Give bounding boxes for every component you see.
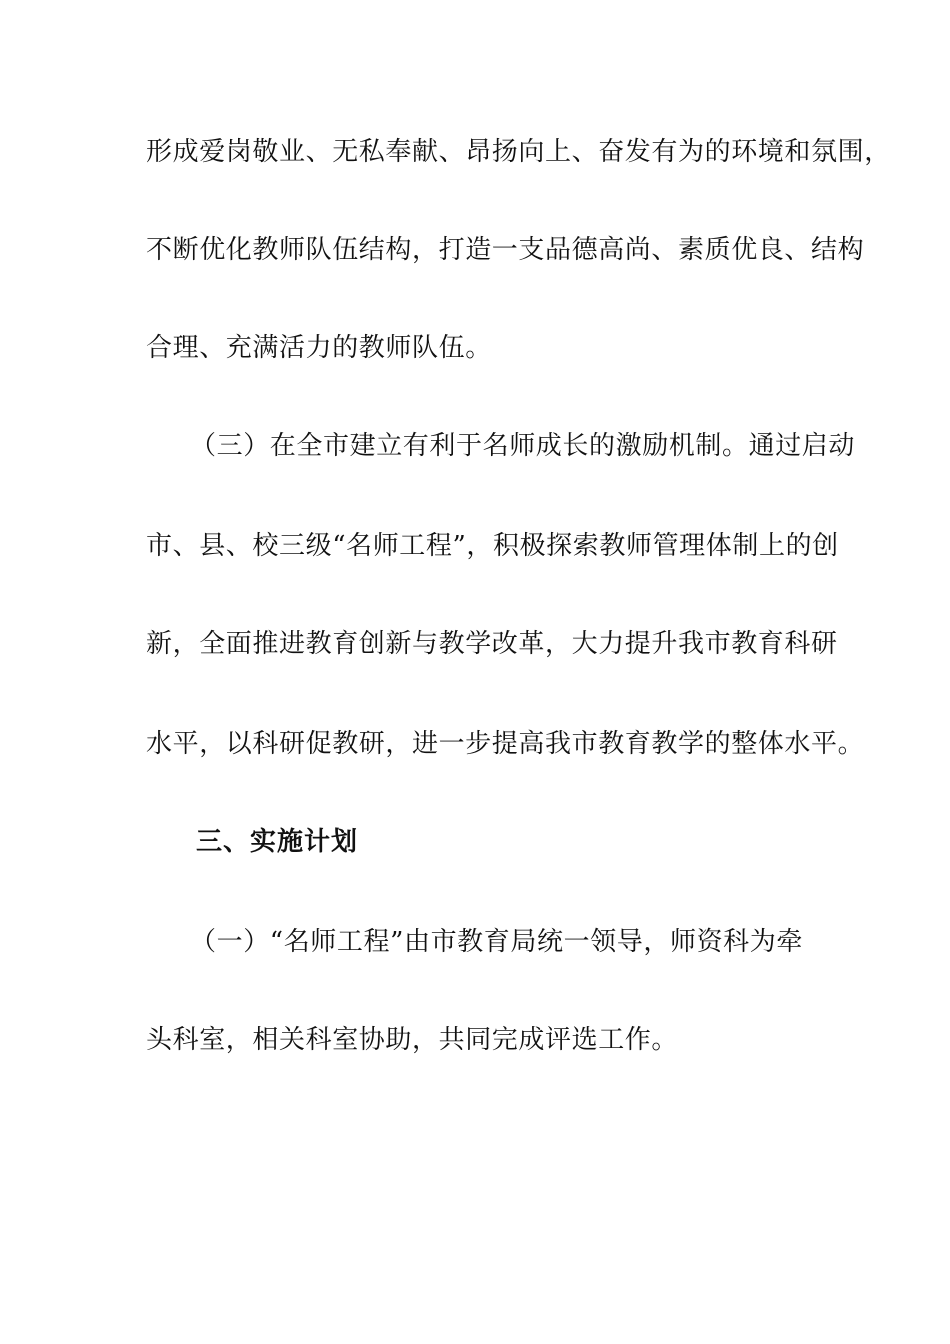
paragraph-line-9: （一）“名师工程”由市教育局统一领导，师资科为牵	[190, 927, 803, 957]
paragraph-line-10: 头科室，相关科室协助，共同完成评选工作。	[146, 1025, 679, 1055]
paragraph-line-4: （三）在全市建立有利于名师成长的激励机制。通过启动	[190, 431, 856, 461]
paragraph-line-6: 新，全面推进教育创新与教学改革，大力提升我市教育科研	[146, 629, 838, 659]
paragraph-line-2: 不断优化教师队伍结构，打造一支品德高尚、素质优良、结构	[146, 235, 865, 265]
section-heading: 三、实施计划	[196, 827, 359, 857]
paragraph-line-3: 合理、充满活力的教师队伍。	[146, 333, 492, 363]
paragraph-line-5: 市、县、校三级“名师工程”，积极探索教师管理体制上的创	[146, 531, 839, 561]
paragraph-line-7: 水平，以科研促教研，进一步提高我市教育教学的整体水平。	[146, 729, 865, 759]
paragraph-line-1: 形成爱岗敬业、无私奉献、昂扬向上、奋发有为的环境和氛围，	[146, 137, 891, 167]
